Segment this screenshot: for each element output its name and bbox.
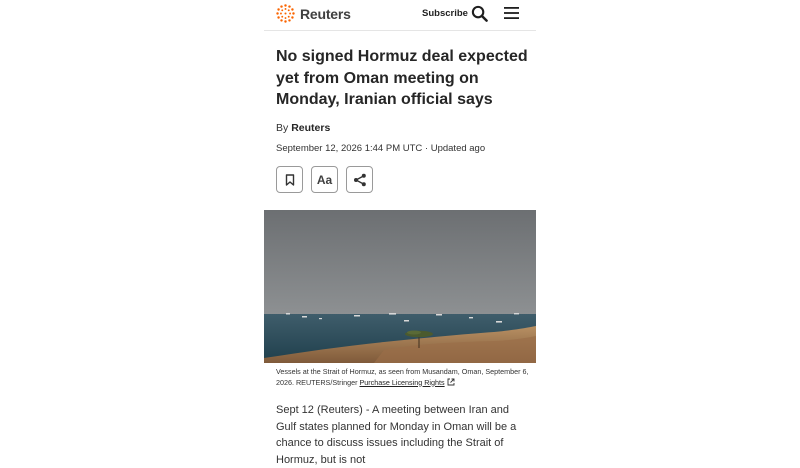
- share-button[interactable]: [346, 166, 373, 193]
- reuters-logo-icon: [276, 4, 295, 23]
- article-body-paragraph: Sept 12 (Reuters) - A meeting between Iran and Gulf states planned for Monday in Oman will be a chance to discuss issues including the Strait of Hormuz, but is not: [276, 404, 517, 466]
- share-icon: [353, 173, 367, 187]
- subscribe-button[interactable]: Subscribe: [422, 8, 468, 19]
- article-headline: No signed Hormuz deal expected yet from Oman meeting on Monday, Iranian official says: [276, 48, 528, 108]
- article-tools: [276, 166, 373, 193]
- photo-caption: [276, 367, 530, 388]
- byline-author-link[interactable]: Reuters: [291, 122, 331, 134]
- site-header: [264, 0, 536, 31]
- hamburger-menu-icon[interactable]: [504, 6, 519, 20]
- article-dateline: September 12, 2026 1:44 PM UTC · Updated ago: [276, 143, 486, 154]
- external-link-icon: [447, 378, 455, 386]
- text-size-button[interactable]: Aa: [311, 166, 338, 193]
- caption-text: Vessels at the Strait of Hormuz, as seen from Musandam, Oman, September 6, 2026. REUTERS/Stringer: [276, 367, 529, 387]
- article-page: [264, 0, 536, 466]
- bookmark-icon: [285, 174, 295, 186]
- byline-prefix: By: [276, 122, 289, 134]
- purchase-licensing-rights-link[interactable]: Purchase Licensing Rights: [359, 377, 445, 387]
- article-photo: [264, 210, 536, 363]
- reuters-logo[interactable]: [276, 4, 351, 23]
- byline: [276, 122, 330, 134]
- bookmark-button[interactable]: [276, 166, 303, 193]
- logo-wordmark: Reuters: [300, 5, 351, 22]
- search-icon[interactable]: [471, 5, 488, 22]
